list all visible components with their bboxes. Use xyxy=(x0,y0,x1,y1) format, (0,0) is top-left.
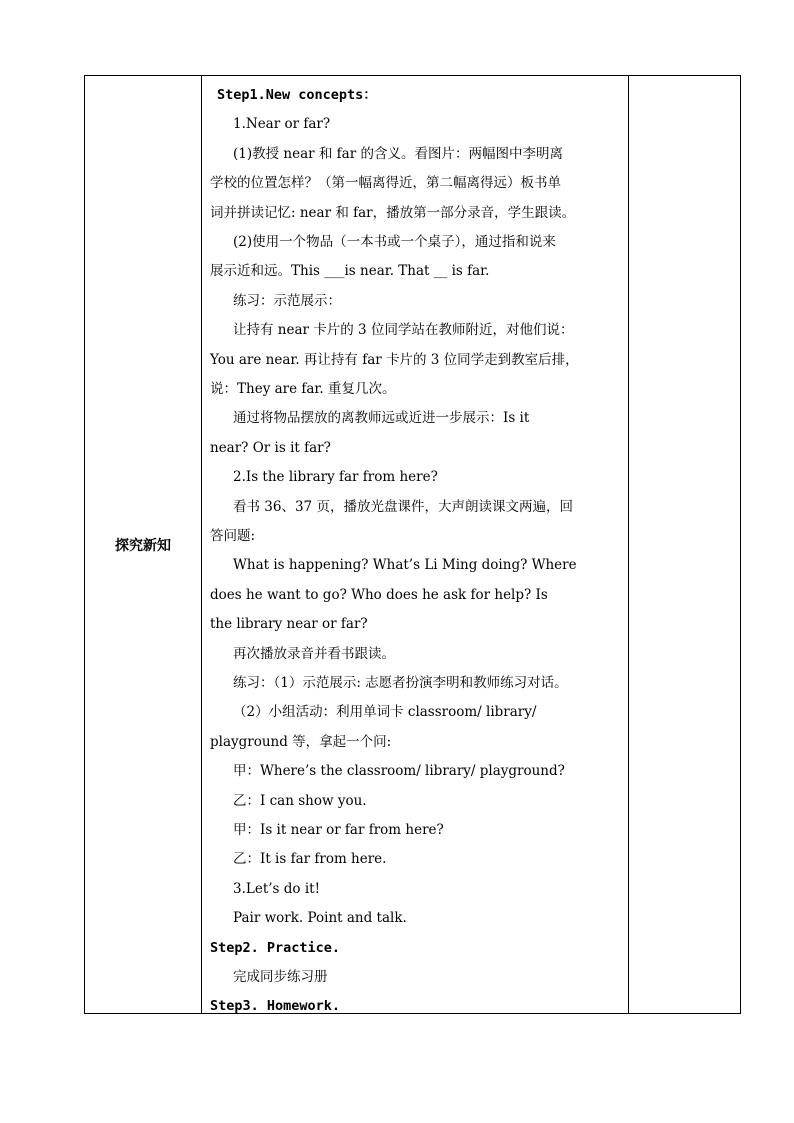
content-line: 学校的位置怎样？（第一幅离得近，第二幅离得远）板书单 xyxy=(210,175,561,192)
section-label-cell xyxy=(85,76,202,1013)
step-heading: Step3. Homework. xyxy=(210,998,341,1015)
content-line: 说：They are far. 重复几次。 xyxy=(210,381,396,397)
content-line: (1)教授 near 和 far 的含义。看图片：两幅图中李明离 xyxy=(233,145,563,162)
content-line: 完成同步练习册 xyxy=(233,969,328,985)
empty-notes-cell xyxy=(629,76,740,1013)
content-line: 展示近和远。This ___is near. That __ is far. xyxy=(210,263,490,280)
content-line: does he want to go? Who does he ask for help? Is xyxy=(210,586,548,603)
content-line: Pair work. Point and talk. xyxy=(233,910,407,927)
section-label: 探究新知 xyxy=(115,537,171,554)
content-line: 让持有 near 卡片的 3 位同学站在教师附近，对他们说： xyxy=(233,322,574,339)
content-line: 答问题: xyxy=(210,528,256,544)
content-line: You are near. 再让持有 far 卡片的 3 位同学走到教室后排， xyxy=(210,351,579,368)
content-line: 1.Near or far? xyxy=(233,116,331,133)
content-line: 通过将物品摆放的离教师远或近进一步展示：Is it xyxy=(233,410,530,427)
content-line: the library near or far? xyxy=(210,616,368,633)
content-line: 词并拼读记忆: near 和 far，播放第一部分录音，学生跟读。 xyxy=(210,204,576,221)
content-line: 3.Let’s do it! xyxy=(233,880,320,897)
content-line: 看书 36、37 页，播放光盘课件，大声朗读课文两遍，回 xyxy=(233,498,573,515)
content-line: near? Or is it far? xyxy=(210,439,331,456)
lesson-table xyxy=(84,75,741,1014)
content-line: 2.Is the library far from here? xyxy=(233,469,438,486)
lesson-content-cell xyxy=(202,76,629,1013)
content-line: 乙：I can show you. xyxy=(233,792,367,809)
content-line: 甲：Is it near or far from here? xyxy=(233,822,444,838)
step-heading: Step1.New concepts： xyxy=(217,87,377,103)
content-line: 练习：示范展示： xyxy=(233,292,341,309)
content-line: 甲：Where’s the classroom/ library/ playground? xyxy=(233,763,565,780)
content-line: (2)使用一个物品（一本书或一个桌子），通过指和说来 xyxy=(233,234,556,250)
step-heading: Step2. Practice. xyxy=(210,939,341,956)
content-line: （2）小组活动：利用单词卡 classroom/ library/ xyxy=(233,704,537,721)
content-line: 乙：It is far from here. xyxy=(233,851,387,868)
content-line: playground 等，拿起一个问: xyxy=(210,733,392,750)
content-line: What is happening? What’s Li Ming doing? Where xyxy=(233,557,577,574)
content-line: 再次播放录音并看书跟读。 xyxy=(233,645,395,662)
content-line: 练习：（1）示范展示: 志愿者扮演李明和教师练习对话。 xyxy=(233,675,568,691)
